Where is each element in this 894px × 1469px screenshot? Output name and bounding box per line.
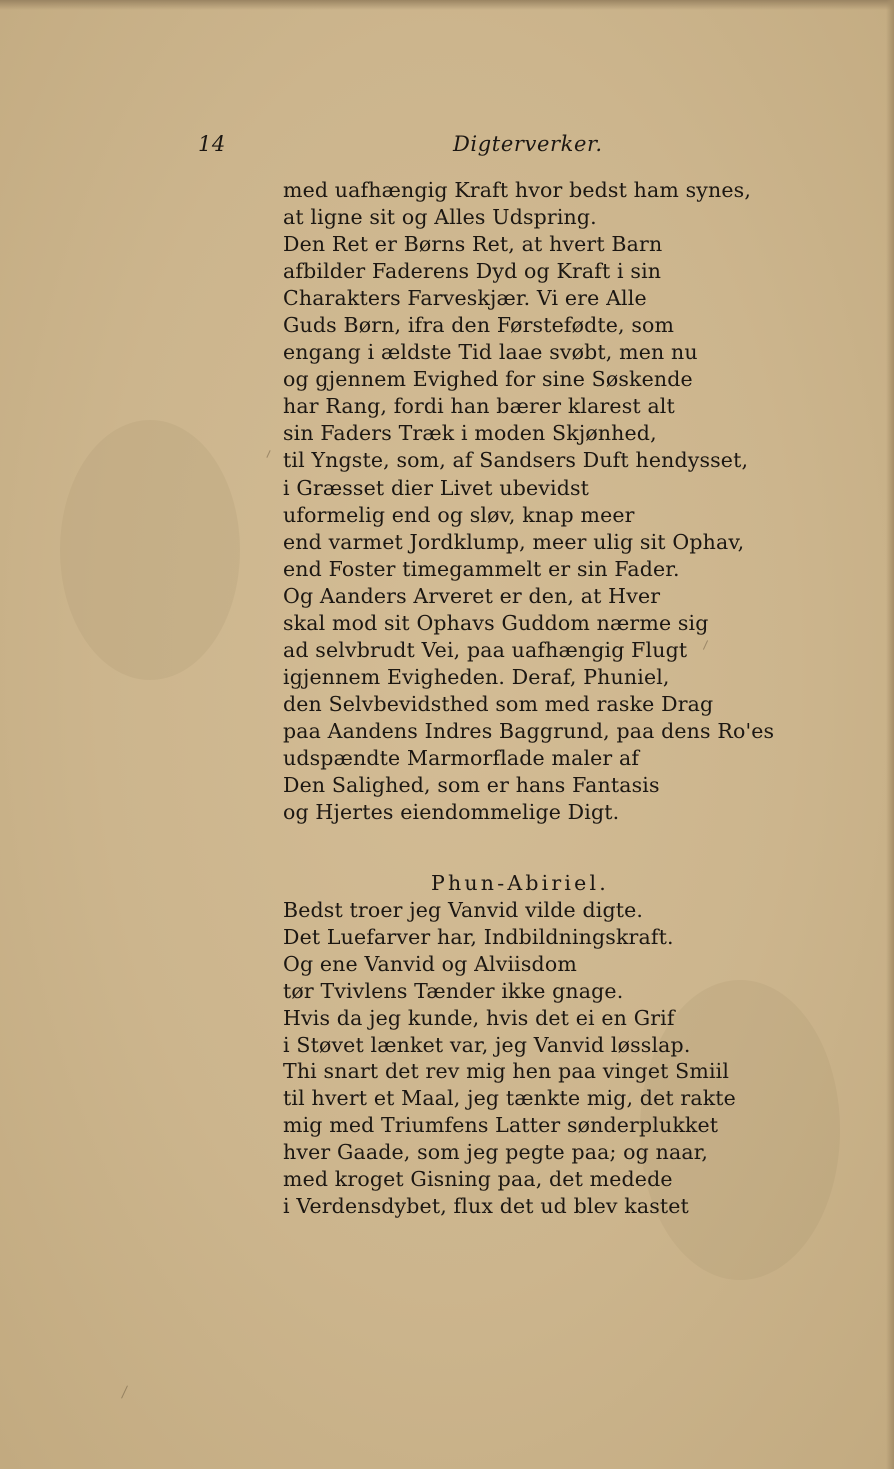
verse-line: Den Salighed, som er hans Fantasis: [283, 773, 660, 798]
verse-line: sin Faders Træk i moden Skjønhed,: [283, 421, 657, 446]
verse-line: i Græsset dier Livet ubevidst: [283, 475, 590, 500]
verse-line: Charakters Farveskjær. Vi ere Alle: [283, 286, 647, 311]
page-number: 14: [198, 132, 226, 156]
running-title: Digterverker.: [453, 132, 603, 156]
verse-line: med kroget Gisning paa, det medede: [283, 1167, 673, 1192]
verse-line: engang i ældste Tid laae svøbt, men nu: [283, 340, 698, 365]
verse-line: og gjennem Evighed for sine Søskende: [283, 367, 693, 392]
verse-line: ad selvbrudt Vei, paa uafhængig Flugt: [283, 637, 688, 662]
verse-line: tør Tvivlens Tænder ikke gnage.: [283, 978, 624, 1003]
stanza-1: [283, 177, 773, 826]
verse-line: afbilder Faderens Dyd og Kraft i sin: [283, 259, 662, 284]
verse-line: Det Luefarver har, Indbildningskraft.: [283, 925, 674, 950]
verse-line: i Verdensdybet, flux det ud blev kastet: [283, 1193, 689, 1218]
verse-line: Guds Børn, ifra den Førstefødte, som: [283, 313, 675, 338]
verse-line: har Rang, fordi han bærer klarest alt: [283, 394, 675, 419]
verse-line: Den Ret er Børns Ret, at hvert Barn: [283, 232, 663, 257]
verse-line: i Støvet lænket var, jeg Vanvid løsslap.: [283, 1032, 691, 1057]
verse-line: den Selvbevidsthed som med raske Drag: [283, 691, 714, 716]
verse-line: mig med Triumfens Latter sønderplukket: [283, 1113, 719, 1138]
paper-stain: [60, 420, 240, 680]
verse-line: Og Aanders Arveret er den, at Hver: [283, 583, 661, 608]
verse-line: Og ene Vanvid og Alviisdom: [283, 951, 577, 976]
speaker-name: Phun-Abiriel.: [431, 871, 609, 896]
verse-line: til hvert et Maal, jeg tænkte mig, det rakte: [283, 1086, 736, 1111]
paper-speck: [266, 450, 270, 458]
verse-line: igjennem Evigheden. Deraf, Phuniel,: [283, 664, 670, 689]
verse-line: Bedst troer jeg Vanvid vilde digte.: [283, 898, 644, 923]
verse-line: og Hjertes eiendommelige Digt.: [283, 800, 620, 825]
verse-line: uformelig end og sløv, knap meer: [283, 502, 635, 527]
verse-line: hver Gaade, som jeg pegte paa; og naar,: [283, 1140, 709, 1165]
verse-line: paa Aandens Indres Baggrund, paa dens Ro'es: [283, 718, 775, 743]
verse-line: at ligne sit og Alles Udspring.: [283, 205, 597, 230]
paper-speck: [121, 1385, 128, 1398]
verse-line: udspændte Marmorflade maler af: [283, 745, 640, 770]
verse-line: skal mod sit Ophavs Guddom nærme sig: [283, 610, 709, 635]
verse-line: end Foster timegammelt er sin Fader.: [283, 556, 680, 581]
verse-line: til Yngste, som, af Sandsers Duft hendysset,: [283, 448, 749, 473]
stanza-2: [283, 897, 773, 1220]
verse-line: Hvis da jeg kunde, hvis det ei en Grif: [283, 1005, 675, 1030]
verse-line: Thi snart det rev mig hen paa vinget Smiil: [283, 1059, 730, 1084]
verse-line: med uafhængig Kraft hvor bedst ham synes,: [283, 178, 751, 202]
verse-line: end varmet Jordklump, meer ulig sit Ophav,: [283, 529, 745, 554]
poem-text: [283, 177, 773, 1220]
